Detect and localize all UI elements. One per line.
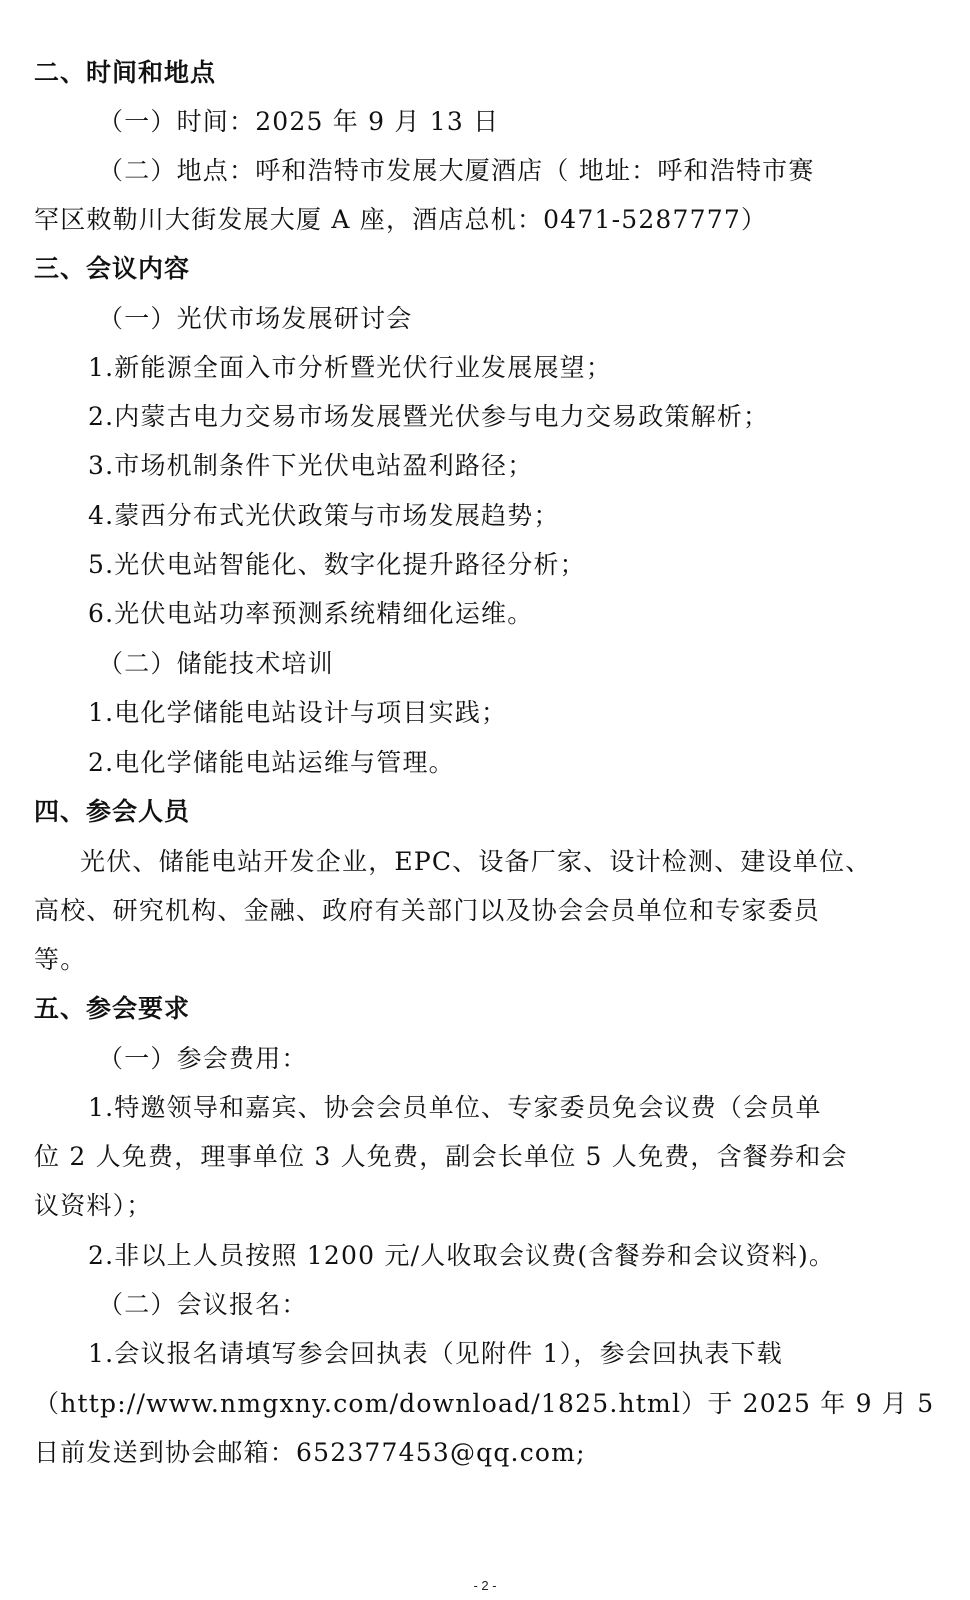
list-item: 4.蒙西分布式光伏政策与市场发展趋势；	[88, 501, 560, 530]
list-item: 2.内蒙古电力交易市场发展暨光伏参与电力交易政策解析；	[88, 402, 770, 431]
attendees-line-3: 等。	[34, 945, 87, 974]
list-item: 1.新能源全面入市分析暨光伏行业发展展望；	[88, 353, 613, 382]
attendees-line-1: 光伏、储能电站开发企业，EPC、设备厂家、设计检测、建设单位、	[80, 847, 872, 876]
list-item: 5.光伏电站智能化、数字化提升路径分析；	[88, 550, 586, 579]
registration-item-1-line-3: 日前发送到协会邮箱：652377453@qq.com;	[34, 1438, 586, 1467]
subheading-pv-seminar: （一）光伏市场发展研讨会	[98, 304, 413, 333]
list-item: 3.市场机制条件下光伏电站盈利路径；	[88, 451, 534, 480]
section-heading-attendees: 四、参会人员	[34, 797, 191, 826]
fee-item-1-line-2: 位 2 人免费，理事单位 3 人免费，副会长单位 5 人免费，含餐券和会	[34, 1142, 848, 1171]
list-item: 6.光伏电站功率预测系统精细化运维。	[88, 599, 534, 628]
list-item: 1.电化学储能电站设计与项目实践；	[88, 698, 508, 727]
section-heading-requirements: 五、参会要求	[34, 994, 191, 1023]
fee-item-1-line-1: 1.特邀领导和嘉宾、协会会员单位、专家委员免会议费（会员单	[88, 1093, 822, 1122]
registration-item-1-line-1: 1.会议报名请填写参会回执表（见附件 1），参会回执表下载	[88, 1339, 784, 1368]
fee-item-2: 2.非以上人员按照 1200 元/人收取会议费(含餐券和会议资料)。	[88, 1241, 836, 1270]
subheading-fees: （一）参会费用：	[98, 1044, 308, 1073]
subheading-storage-training: （二）储能技术培训	[98, 649, 334, 678]
list-item: 2.电化学储能电站运维与管理。	[88, 748, 455, 777]
page-number: - 2 -	[473, 1578, 497, 1593]
registration-item-1-line-2: （http://www.nmgxny.com/download/1825.html）于 2025 年 9 月 5	[34, 1389, 935, 1418]
meeting-time: （一）时间：2025 年 9 月 13 日	[98, 107, 500, 136]
section-heading-time-place: 二、时间和地点	[34, 58, 217, 87]
section-heading-content: 三、会议内容	[34, 254, 191, 283]
meeting-place-line-1: （二）地点：呼和浩特市发展大厦酒店（ 地址：呼和浩特市赛	[98, 156, 815, 185]
fee-item-1-line-3: 议资料）；	[34, 1191, 153, 1220]
meeting-place-line-2: 罕区敕勒川大街发展大厦 A 座，酒店总机：0471-5287777）	[34, 205, 768, 234]
attendees-line-2: 高校、研究机构、金融、政府有关部门以及协会会员单位和专家委员	[34, 896, 821, 925]
subheading-registration: （二）会议报名：	[98, 1290, 308, 1319]
